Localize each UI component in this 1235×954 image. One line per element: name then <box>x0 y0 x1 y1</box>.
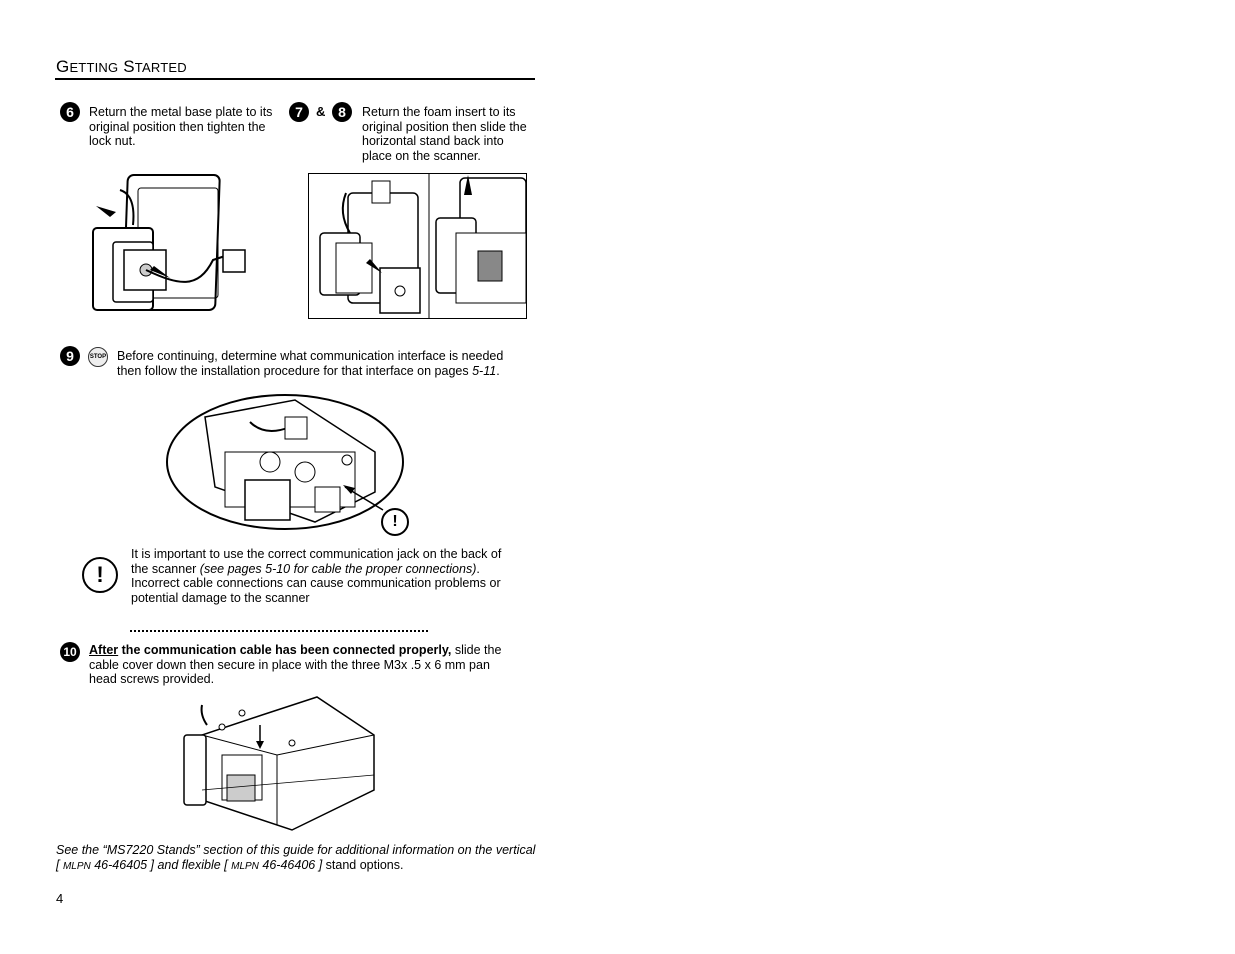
step-10-text: After the communication cable has been connected properly, slide the cable cover down then secure in place with the three M3x .5 x 6 mm pan head screws provided. <box>89 643 502 686</box>
step-6-illustration <box>88 170 268 316</box>
step-8-number: 8 <box>332 102 352 122</box>
section-divider <box>130 630 428 632</box>
stop-icon: STOP <box>88 347 108 367</box>
step-9-illustration <box>165 392 415 537</box>
header-rule <box>55 78 535 80</box>
step-10-number: 10 <box>60 642 80 662</box>
step-6-text: Return the metal base plate to its original position then tighten the lock nut. <box>89 105 273 148</box>
warning-text: It is important to use the correct communication jack on the back of the scanner (see pages 5-10 for cable the proper connections). Incorrect cable connections can cause communication problems or potential damage to the scanner <box>131 547 502 605</box>
step-9-number: 9 <box>60 346 80 366</box>
step-78-illustration <box>308 173 528 320</box>
step-7-number: 7 <box>289 102 309 122</box>
warning-callout-icon: ! <box>381 508 409 536</box>
step-9-text: Before continuing, determine what communication interface is needed then follow the installation procedure for that interface on pages 5-11. <box>117 349 504 378</box>
page-title: GETTING STARTED <box>56 57 187 76</box>
step-78-text: Return the foam insert to its original position then slide the horizontal stand back into place on the scanner. <box>362 105 527 163</box>
page-number: 4 <box>56 891 64 906</box>
warning-icon: ! <box>82 557 118 593</box>
step-10-illustration <box>182 695 378 835</box>
step-6-number: 6 <box>60 102 80 122</box>
footnote: See the “MS7220 Stands” section of this guide for additional information on the vertical [ MLPN 46-46405 ] and flexible [ MLPN 46-46406 ] stand options. <box>56 843 536 872</box>
ampersand: & <box>316 104 326 119</box>
